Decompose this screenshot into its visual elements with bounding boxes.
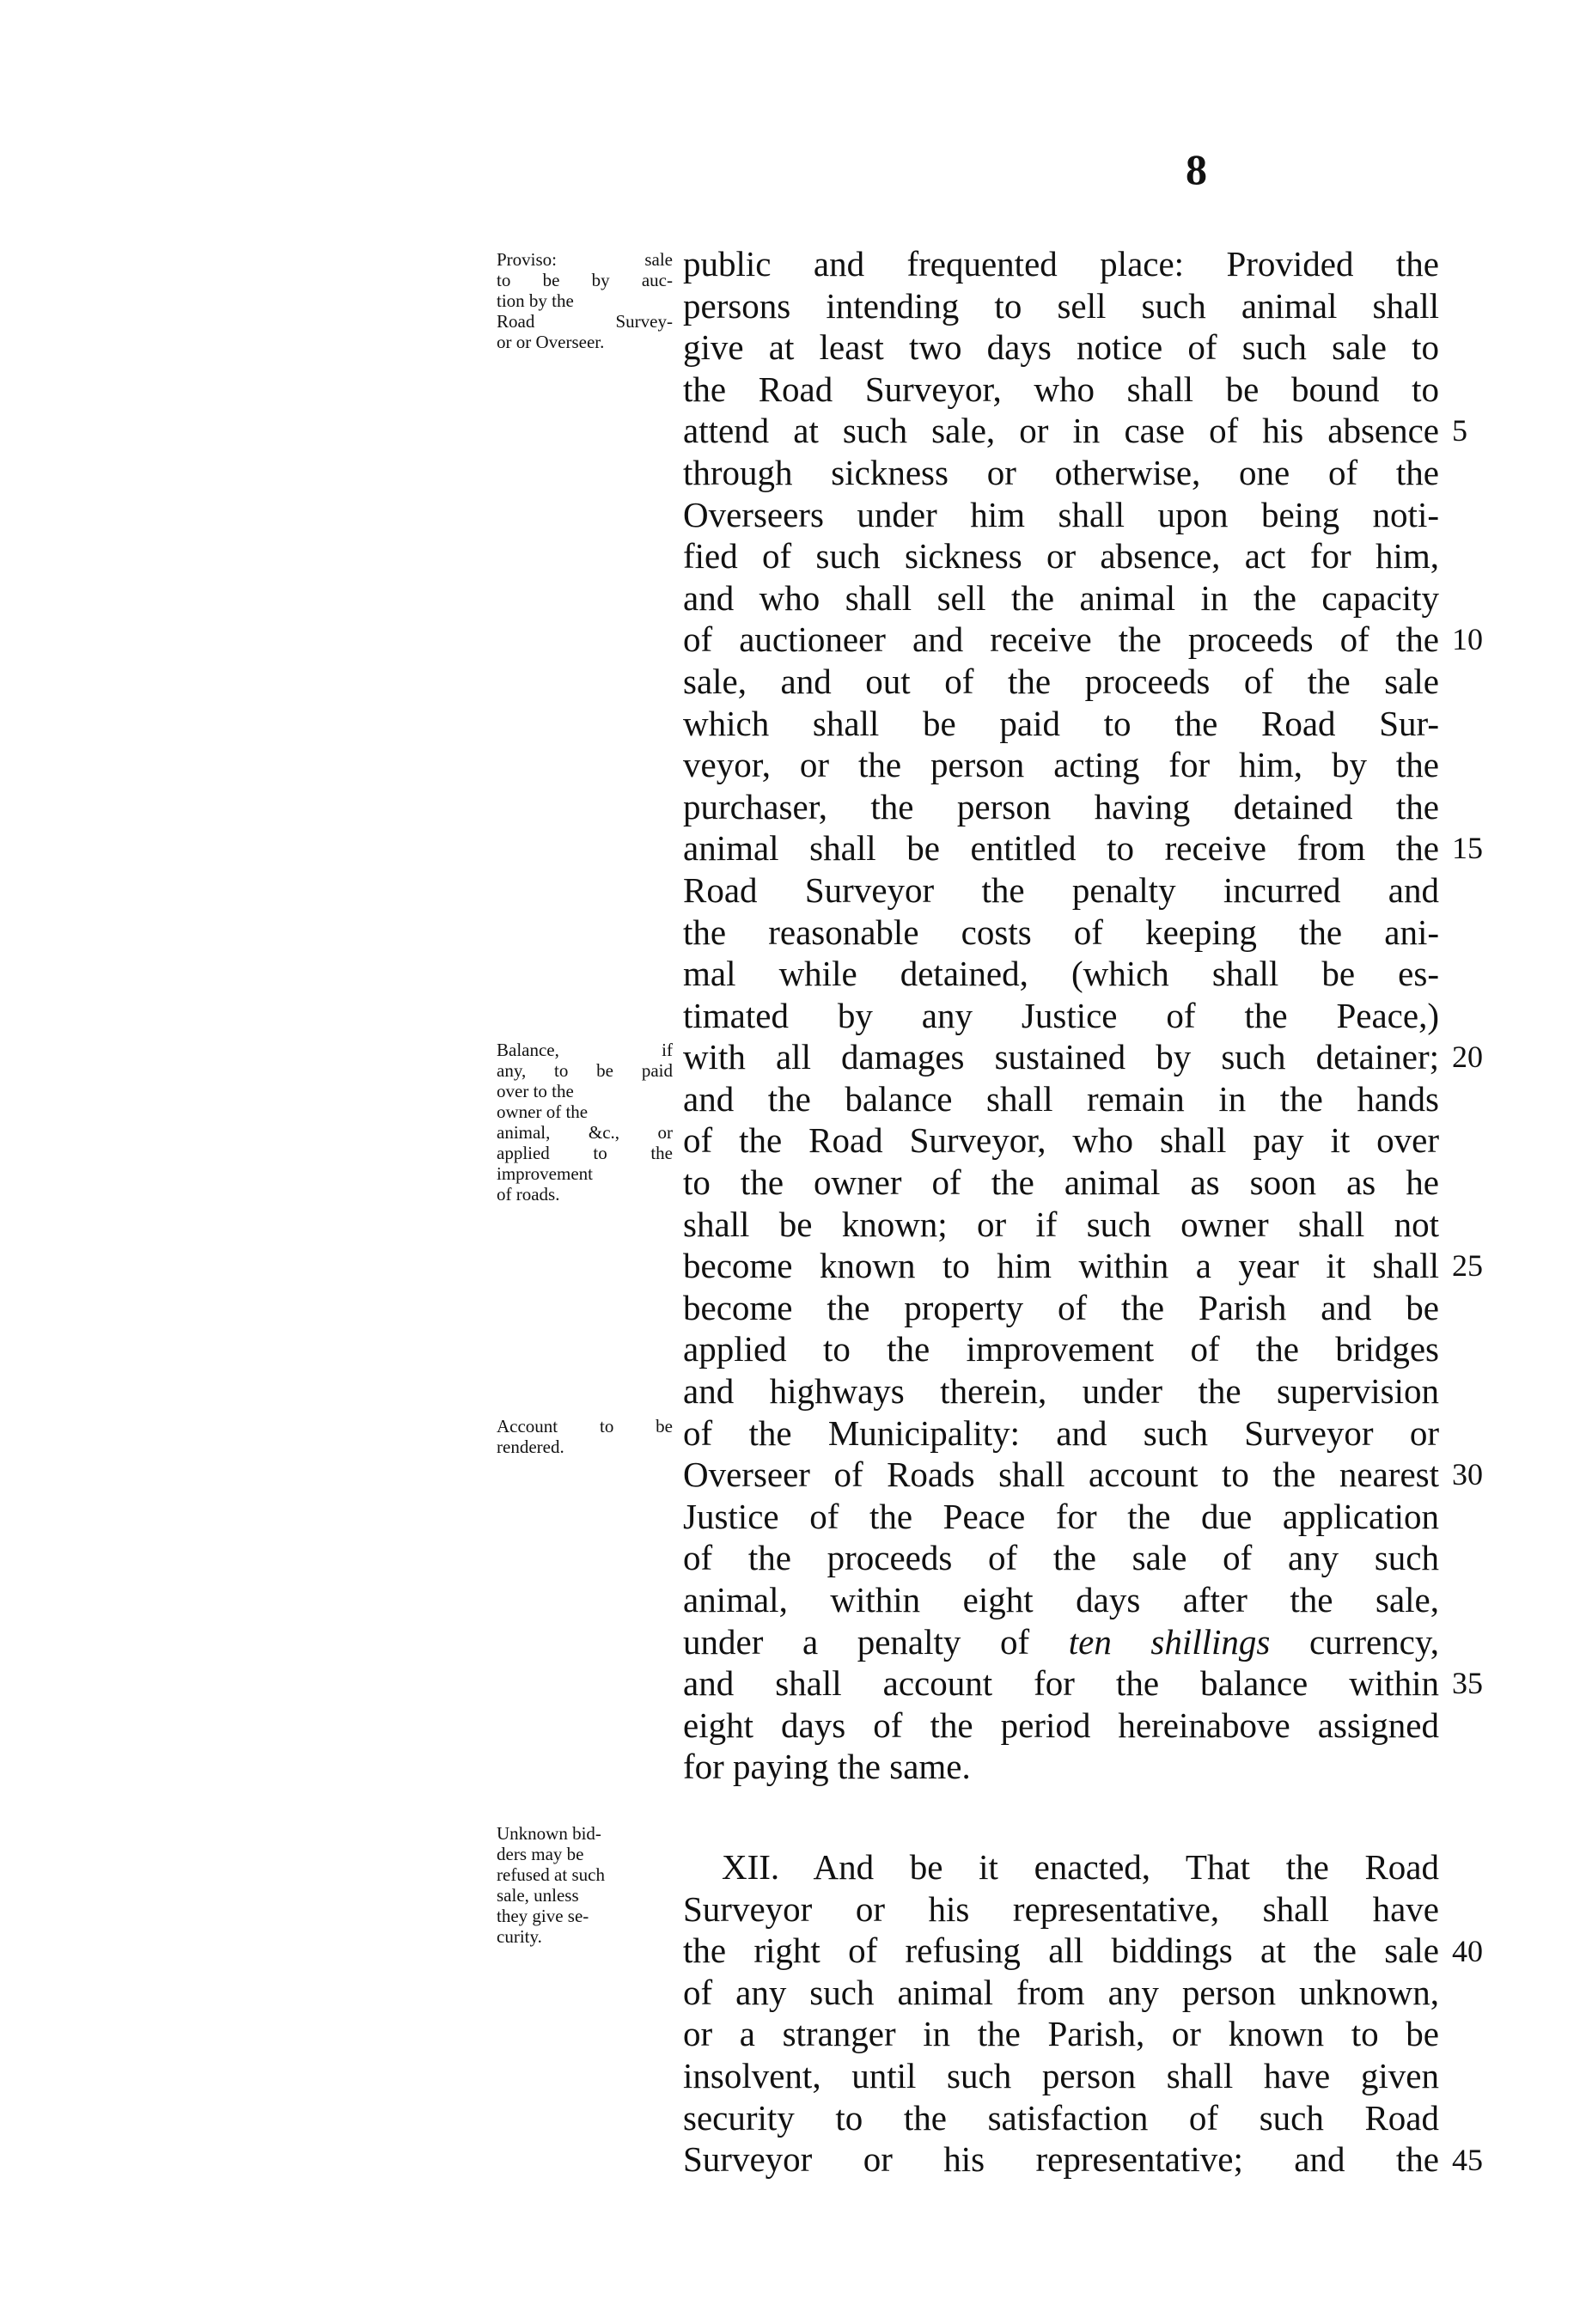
line-number-15: 15 (1452, 831, 1483, 865)
margin-note-line: Proviso: sale (497, 249, 673, 270)
body-line: and who shall sell the animal in the capacity (683, 577, 1439, 618)
line-number-40: 40 (1452, 1934, 1483, 1968)
body-line: through sickness or otherwise, one of the (683, 452, 1439, 492)
body-line: become the property of the Parish and be (683, 1287, 1439, 1327)
line-number-45: 45 (1452, 2143, 1483, 2177)
body-line: timated by any Justice of the Peace,) (683, 995, 1439, 1035)
margin-note-line: rendered. (497, 1436, 564, 1457)
body-line-penalty (683, 1621, 1439, 1663)
body-line: animal shall be entitled to receive from the (683, 828, 1439, 869)
body-line: public and frequented place: Provided the (683, 244, 1439, 284)
section-xii-line: security to the satisfaction of such Road (683, 2097, 1439, 2138)
section-xii-line: Surveyor or his representative, shall have (683, 1888, 1439, 1929)
margin-note-line: to be by auc- (497, 270, 673, 290)
margin-note-line: Balance, if (497, 1040, 673, 1060)
body-line: attend at such sale, or in case of his absence (683, 411, 1439, 451)
section-xii-line: the right of refusing all biddings at the sale (683, 1931, 1439, 1971)
body-line: and shall account for the balance within (683, 1663, 1439, 1704)
body-line: the reasonable costs of keeping the ani- (683, 912, 1439, 952)
penalty-amount: ten shillings (1068, 1621, 1271, 1662)
margin-note-line: improvement (497, 1163, 593, 1184)
body-line: the Road Surveyor, who shall be bound to (683, 369, 1439, 409)
margin-note-line: refused at such (497, 1864, 605, 1885)
body-line: sale, and out of the proceeds of the sale (683, 661, 1439, 701)
margin-note-line: applied to the (497, 1143, 673, 1163)
body-line: shall be known; or if such owner shall not (683, 1204, 1439, 1244)
page-number: 8 (1186, 145, 1207, 193)
body-line: Justice of the Peace for the due application (683, 1496, 1439, 1536)
margin-note-line: ders may be (497, 1844, 584, 1864)
body-line: with all damages sustained by such detainer; (683, 1037, 1439, 1077)
penalty-after: currency, (1270, 1621, 1439, 1662)
margin-note-line: sale, unless (497, 1885, 579, 1906)
margin-note-line: or or Overseer. (497, 332, 605, 352)
margin-note-line: Account to be (497, 1416, 673, 1436)
margin-note-line: animal, &c., or (497, 1122, 673, 1143)
margin-note-proviso (497, 249, 673, 352)
body-line: purchaser, the person having detained the (683, 786, 1439, 827)
section-xii-line: of any such animal from any person unknown, (683, 1972, 1439, 2012)
margin-note-line: Unknown bid- (497, 1823, 601, 1844)
section-xii-line: Surveyor or his representative; and the (683, 2139, 1439, 2180)
body-line: of auctioneer and receive the proceeds of the (683, 619, 1439, 660)
body-line: fied of such sickness or absence, act for him, (683, 536, 1439, 576)
body-line: veyor, or the person acting for him, by the (683, 745, 1439, 785)
body-line: which shall be paid to the Road Sur- (683, 703, 1439, 743)
body-line: become known to him within a year it shall (683, 1246, 1439, 1286)
line-number-25: 25 (1452, 1248, 1483, 1283)
margin-note-line: of roads. (497, 1184, 560, 1205)
body-line: to the owner of the animal as soon as he (683, 1162, 1439, 1203)
body-line: animal, within eight days after the sale, (683, 1580, 1439, 1619)
section-xii-line: insolvent, until such person shall have given (683, 2055, 1439, 2095)
line-number-5: 5 (1452, 413, 1467, 448)
body-line: of the proceeds of the sale of any such (683, 1538, 1439, 1578)
body-line: of the Road Surveyor, who shall pay it over (683, 1120, 1439, 1161)
line-number-30: 30 (1452, 1457, 1483, 1491)
body-line: Road Surveyor the penalty incurred and (683, 869, 1439, 910)
body-line: give at least two days notice of such sale to (683, 327, 1439, 368)
margin-note-line: any, to be paid (497, 1060, 673, 1081)
section-xii-line: XII. And be it enacted, That the Road (722, 1846, 1439, 1887)
margin-note-line: they give se- (497, 1906, 589, 1926)
line-number-35: 35 (1452, 1666, 1483, 1700)
body-line: Overseers under him shall upon being noti- (683, 494, 1439, 534)
body-line: eight days of the period hereinabove assigned (683, 1705, 1439, 1745)
line-number-20: 20 (1452, 1040, 1483, 1074)
line-number-10: 10 (1452, 622, 1483, 656)
margin-note-line: curity. (497, 1926, 542, 1947)
section-gap (683, 1788, 1439, 1846)
penalty-before: under a penalty of (683, 1621, 1069, 1662)
body-line: mal while detained, (which shall be es- (683, 954, 1439, 994)
body-line: Overseer of Roads shall account to the nearest (683, 1455, 1439, 1495)
margin-note-line: tion by the (497, 290, 574, 311)
body-line: for paying the same. (683, 1747, 971, 1787)
body-line: persons intending to sell such animal shall (683, 285, 1439, 326)
body-text (683, 243, 1439, 2181)
margin-note-line: over to the (497, 1081, 574, 1101)
body-line: and highways therein, under the supervision (683, 1371, 1439, 1412)
margin-note-balance (497, 1040, 673, 1205)
section-xii-line: or a stranger in the Parish, or known to be (683, 2014, 1439, 2054)
margin-note-line: owner of the (497, 1101, 589, 1122)
body-line: of the Municipality: and such Surveyor or (683, 1412, 1439, 1453)
body-line: and the balance shall remain in the hands (683, 1078, 1439, 1119)
margin-note-line: Road Survey- (497, 311, 673, 332)
margin-note-unknown-bidders (497, 1823, 673, 1947)
margin-note-account (497, 1416, 673, 1457)
body-line: applied to the improvement of the bridges (683, 1329, 1439, 1369)
